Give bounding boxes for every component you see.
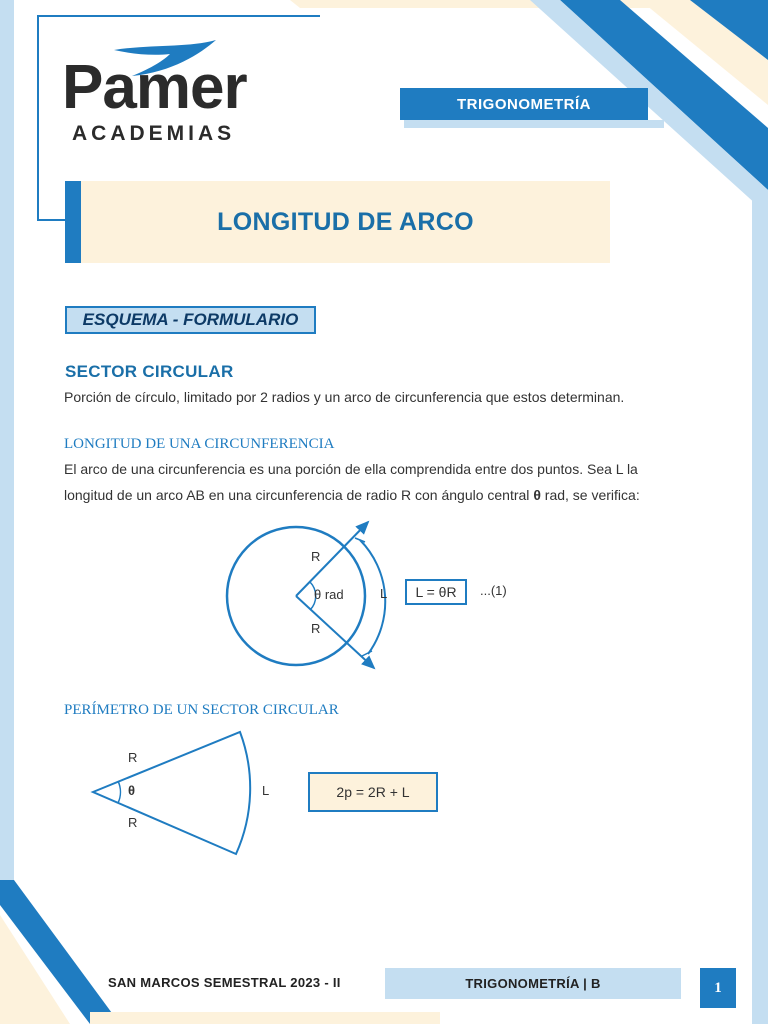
footer-course: SAN MARCOS SEMESTRAL 2023 - II (108, 975, 341, 990)
sector-arc-label: L (262, 783, 270, 798)
sector-heading: SECTOR CIRCULAR (65, 362, 234, 381)
sector-radius-top-label: R (128, 750, 138, 765)
circle-arc-label: L (380, 586, 388, 601)
arc-length-formula: L = θR (405, 579, 467, 605)
page-number: 1 (700, 968, 736, 1008)
arc-length-line-2 (64, 482, 640, 508)
circle-radius-bottom-label: R (311, 621, 321, 636)
arc-length-line-2-pre: longitud de un arco AB en una circunferencia de radio R con ángulo central (64, 487, 534, 503)
scheme-label: ESQUEMA - FORMULARIO (65, 306, 316, 334)
sector-description: Porción de círculo, limitado por 2 radios y un arco de circunferencia que estos determinan. (64, 389, 625, 405)
sector-angle-label: θ (128, 783, 136, 798)
brand-subtitle: ACADEMIAS (72, 122, 236, 145)
arc-length-heading: LONGITUD DE UNA CIRCUNFERENCIA (64, 436, 335, 452)
brand-name: Pamer (62, 53, 247, 122)
arc-length-line-1: El arco de una circunferencia es una porción de ella comprendida entre dos puntos. Sea L la (64, 461, 638, 477)
formula-reference: ...(1) (480, 583, 507, 598)
circle-radius-top-label: R (311, 549, 321, 564)
perimeter-heading: PERÍMETRO DE UN SECTOR CIRCULAR (64, 702, 339, 718)
title-accent-bar (65, 181, 81, 263)
arc-length-line-2-post: rad, se verifica: (540, 487, 640, 503)
theta-symbol: θ (533, 487, 541, 503)
subject-tab-accent (404, 120, 664, 128)
subject-tab-label: TRIGONOMETRÍA (457, 95, 591, 113)
footer-subject: TRIGONOMETRÍA | B (385, 968, 681, 999)
sector-radius-bottom-label: R (128, 815, 138, 830)
page-title: LONGITUD DE ARCO (217, 207, 474, 236)
sector-perimeter-diagram (88, 728, 268, 860)
circle-angle-label: θ rad (314, 587, 344, 602)
perimeter-formula: 2p = 2R + L (308, 772, 438, 812)
